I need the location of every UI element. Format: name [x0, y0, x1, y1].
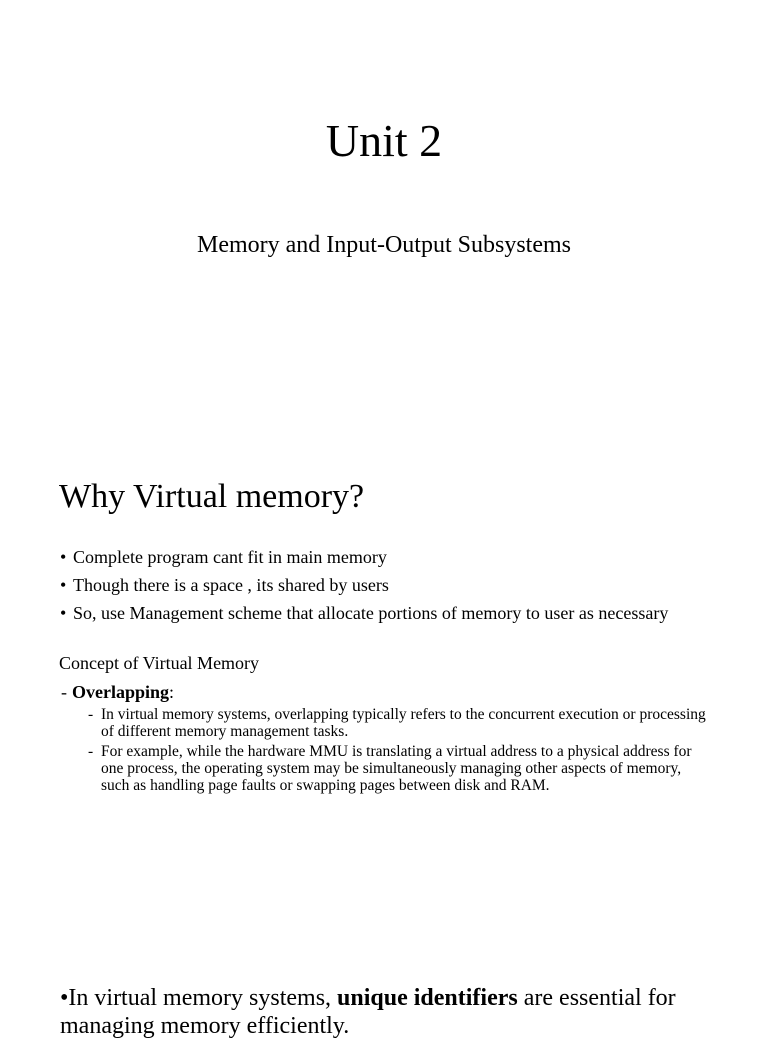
- sub-bullet-text: For example, while the hardware MMU is translating a virtual address to a physical address for one process, the operating system may be simultaneously managing other aspects of memory, such as handling page faults or swapping pages between disk and RAM.: [101, 743, 692, 794]
- text-before: In virtual memory systems,: [68, 985, 338, 1011]
- bullet-text: Complete program cant fit in main memory: [73, 547, 387, 567]
- bullet-marker: •: [60, 603, 67, 623]
- dash-marker: -: [61, 682, 67, 702]
- text-after: are essential for managing memory efficiently.: [60, 985, 676, 1039]
- title-slide: [0, 0, 768, 440]
- slide-heading: Why Virtual memory?: [59, 478, 365, 515]
- sub-bullet-text: In virtual memory systems, overlapping typically refers to the concurrent execution or processing of different memory management tasks.: [101, 706, 706, 740]
- bullet-paragraph: [60, 984, 740, 1040]
- virtual-memory-slide: [0, 440, 768, 940]
- bullet-marker: •: [60, 575, 67, 595]
- overlapping-term: Overlapping: [72, 682, 170, 702]
- list-item: [60, 604, 700, 623]
- concept-label: Concept of Virtual Memory: [59, 653, 260, 673]
- dash-marker: -: [88, 743, 94, 760]
- unique-identifiers-slide: [0, 970, 768, 1039]
- bullet-marker: •: [60, 547, 67, 567]
- bullet-marker: •: [60, 985, 69, 1011]
- list-item: [88, 743, 713, 794]
- list-item: [60, 548, 700, 567]
- list-item: [88, 706, 713, 740]
- overlapping-heading: [61, 681, 174, 703]
- list-item: [60, 576, 700, 595]
- colon: :: [169, 682, 175, 702]
- bullet-text: So, use Management scheme that allocate portions of memory to user as necessary: [73, 603, 669, 623]
- slide-title: Unit 2: [325, 115, 443, 166]
- bullet-list: [60, 548, 700, 632]
- sub-bullet-list: [88, 706, 713, 797]
- bullet-text: Though there is a space , its shared by users: [73, 575, 389, 595]
- bold-term: unique identifiers: [337, 985, 518, 1011]
- dash-marker: -: [88, 706, 94, 723]
- slide-subtitle: Memory and Input-Output Subsystems: [197, 232, 571, 258]
